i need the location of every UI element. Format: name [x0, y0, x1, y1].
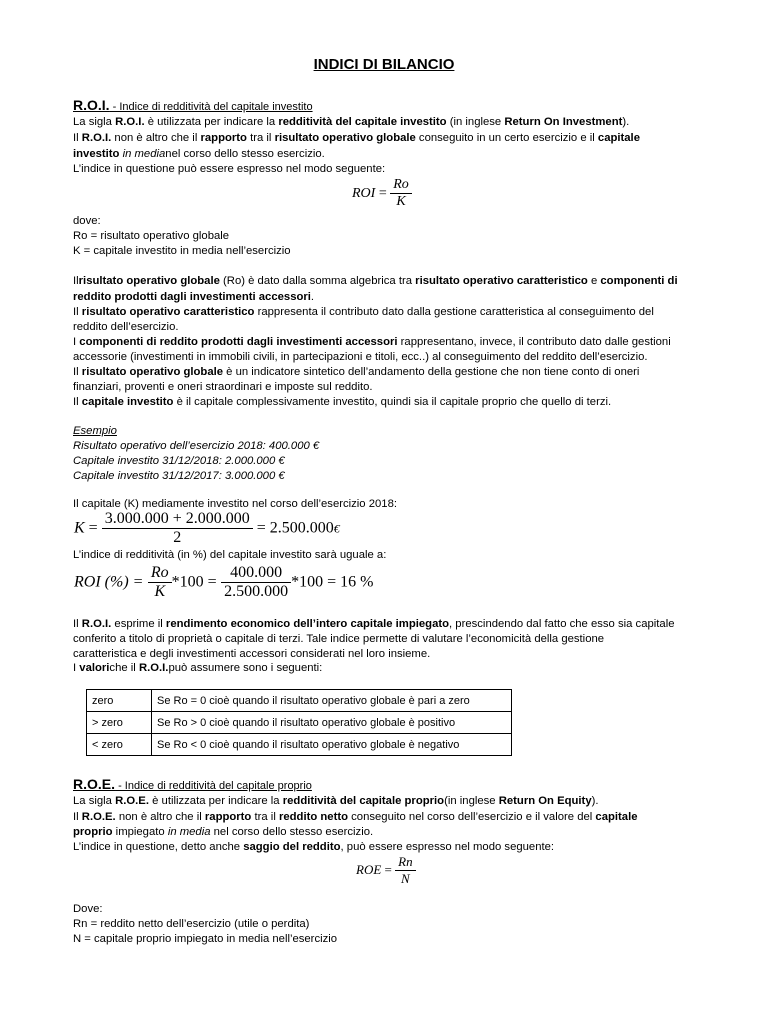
roi-p2a: Il risultato operativo caratteristico rappresenta il contributo dato dalla gestione caratteristica al conseguimento del — [73, 306, 654, 318]
roi-p3a: I componenti di reddito prodotti dagli investimenti accessori rappresentano, invece, il contributo dato dalle gestioni — [73, 336, 671, 348]
roe-line-4: L’indice in questione, detto anche saggio del reddito, può essere espresso nel modo seguente: — [73, 841, 555, 853]
esempio-line-3: Capitale investito 31/12/2017: 3.000.000 € — [73, 470, 285, 482]
roe-line-1: La sigla R.O.E. è utilizzata per indicare la redditività del capitale proprio(in inglese Return On Equity). — [73, 795, 599, 807]
roi-p4b: finanziari, proventi e oneri straordinari e imposte sul reddito. — [73, 381, 373, 393]
esempio-label: Esempio — [73, 425, 117, 437]
roi-p1a: Ilrisultato operativo globale (Ro) è dato dalla somma algebrica tra risultato operativo caratteristico e componenti di — [73, 275, 678, 287]
table-cell: Se Ro > 0 cioè quando il risultato operativo globale è positivo — [152, 712, 512, 734]
roi-formula: ROI = $\frac{Ro}{K}$ — [352, 177, 412, 210]
table-cell: < zero — [87, 734, 152, 756]
roi-def-k: K = capitale investito in media nell’esercizio — [73, 245, 291, 257]
table-cell: Se Ro < 0 cioè quando il risultato operativo globale è negativo — [152, 734, 512, 756]
roi-heading — [73, 97, 695, 113]
esempio-line-2: Capitale investito 31/12/2018: 2.000.000 € — [73, 455, 285, 467]
roi-line-1: La sigla R.O.I. è utilizzata per indicare la redditività del capitale investito (in inglese Return On Investment). — [73, 116, 630, 128]
roi-p5: Il capitale investito è il capitale complessivamente investito, quindi sia il capitale proprio che quello di terzi. — [73, 396, 612, 408]
roe-line-3: proprio impiegato in media nel corso dello stesso esercizio. — [73, 826, 374, 838]
roi-r2: conferito a titolo di proprietà o capitale di terzi. Tale indice permette di valutare l’economicità della gestione — [73, 633, 605, 645]
roi-p1b: reddito prodotti dagli investimenti accessori. — [73, 291, 315, 303]
k-intro: Il capitale (K) mediamente investito nel corso dell’esercizio 2018: — [73, 498, 398, 510]
roi-heading-text: R.O.I. — [73, 97, 110, 113]
table-cell: zero — [87, 690, 152, 712]
roi-r3: caratteristica e degli investimenti accessori considerati nel loro insieme. — [73, 648, 431, 660]
roi-heading-sub: - Indice di redditività del capitale investito — [109, 101, 313, 113]
roi-r1: Il R.O.I. esprime il rendimento economico dell’intero capitale impiegato, prescindendo dal fatto che esso sia capitale — [73, 618, 675, 630]
roe-heading-text: R.O.E. — [73, 776, 116, 792]
roi-dove: dove: — [73, 215, 101, 227]
roe-dove: Dove: — [73, 903, 103, 915]
table-row — [87, 712, 512, 734]
roe-formula: ROE = $\frac{Rn}{N}$ — [356, 854, 416, 887]
table-row — [87, 734, 512, 756]
roi-line-4: L’indice in questione può essere espresso nel modo seguente: — [73, 163, 386, 175]
k-formula: K = $\frac{3.000.000 + 2.000.000}{2}$ = 2.500.000€ — [74, 510, 340, 546]
esempio-line-1: Risultato operativo dell’esercizio 2018: 400.000 € — [73, 440, 320, 452]
roe-line-2: Il R.O.E. non è altro che il rapporto tra il reddito netto conseguito nel corso dell’esercizio e il valore del capitale — [73, 811, 638, 823]
roi-percent-formula: ROI (%) = $\frac{Ro}{K}$ *100 = $\frac{400.000}{2.500.000}$ *100 = 16 % — [74, 564, 374, 600]
roi-line-2: Il R.O.I. non è altro che il rapporto tra il risultato operativo globale conseguito in un certo esercizio e il capitale — [73, 132, 640, 144]
table-cell: > zero — [87, 712, 152, 734]
roe-heading — [73, 776, 695, 792]
roi-r4: I valoriche il R.O.I.può assumere sono i seguenti: — [73, 662, 323, 674]
roi-p3b: accessorie (investimenti in immobili civili, in partecipazioni e titoli, ecc..) al conseguimento del reddito dell’esercizio. — [73, 351, 648, 363]
roi-percent-intro: L’indice di redditività (in %) del capitale investito sarà uguale a: — [73, 549, 387, 561]
roi-def-ro: Ro = risultato operativo globale — [73, 230, 230, 242]
page-title: INDICI DI BILANCIO — [313, 56, 455, 73]
table-cell: Se Ro = 0 cioè quando il risultato operativo globale è pari a zero — [152, 690, 512, 712]
roe-def-rn: Rn = reddito netto dell’esercizio (utile o perdita) — [73, 918, 310, 930]
roi-p2b: reddito dell’esercizio. — [73, 321, 179, 333]
table-row — [87, 690, 512, 712]
roe-heading-sub: - Indice di redditività del capitale proprio — [115, 780, 312, 792]
roi-p4a: Il risultato operativo globale è un indicatore sintetico dell’andamento della gestione che non tiene conto di oneri — [73, 366, 640, 378]
roi-line-3: investito in medianel corso dello stesso esercizio. — [73, 148, 325, 160]
roe-def-n: N = capitale proprio impiegato in media nell’esercizio — [73, 933, 338, 945]
roi-values-table — [86, 689, 512, 756]
